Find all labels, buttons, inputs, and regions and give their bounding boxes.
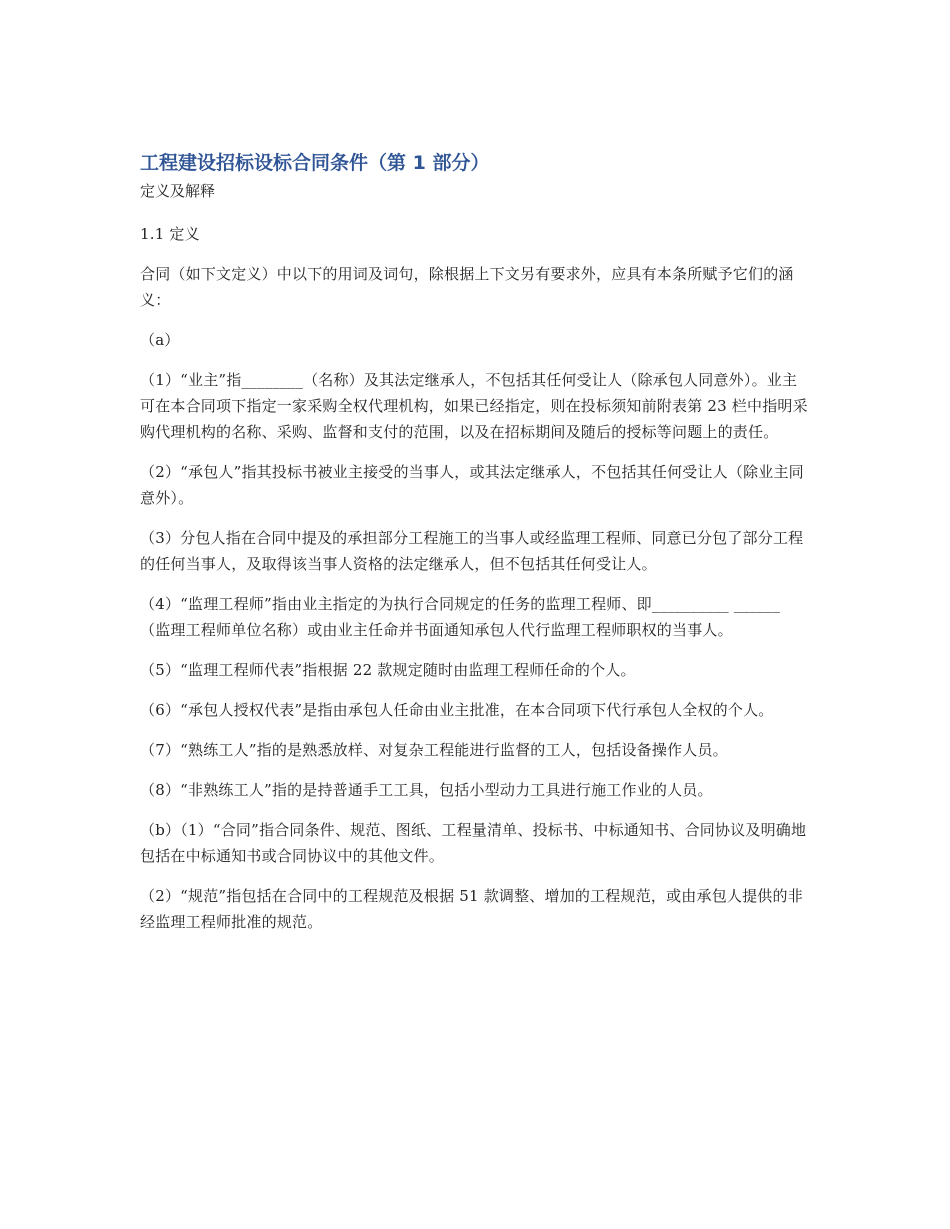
paragraph-contract: （b）（1）“合同”指合同条件、规范、图纸、工程量清单、投标书、中标通知书、合同协议及明确地包括在中标通知书或合同协议中的其他文件。: [140, 821, 807, 865]
paragraph-contractor-rep: （6）“承包人授权代表”是指由承包人任命由业主批准，在本合同项下代行承包人全权的个人。: [140, 701, 774, 719]
document-title: 工程建设招标设标合同条件（第 1 部分）: [140, 152, 490, 174]
document-subtitle: 定义及解释: [140, 182, 216, 200]
paragraph-subcontractor: （3）分包人指在合同中提及的承担部分工程施工的当事人或经监理工程师、同意已分包了部分工程的任何当事人，及取得该当事人资格的法定继承人，但不包括其任何受让人。: [140, 529, 804, 573]
paragraph-engineer-rep: （5）“监理工程师代表”指根据 22 款规定随时由监理工程师任命的个人。: [140, 661, 636, 679]
section-heading: 1.1 定义: [140, 225, 200, 243]
paragraph-intro: 合同（如下文定义）中以下的用词及词句，除根据上下文另有要求外，应具有本条所赋予它们的涵义：: [140, 265, 794, 309]
paragraph-specification: （2）“规范”指包括在合同中的工程规范及根据 51 款调整、增加的工程规范，或由承包人提供的非经监理工程师批准的规范。: [140, 887, 803, 931]
paragraph-a: （a）: [140, 331, 180, 349]
paragraph-owner: （1）“业主”指________（名称）及其法定继承人，不包括其任何受让人（除承包人同意外）。业主可在本合同项下指定一家采购全权代理机构，如果已经指定，则在投标须知前附表第 23 栏中指明采购代理机构的名称、采购、监督和支付的范围，以及在招标期间及随后的授标等问题上的责任。: [140, 371, 808, 441]
paragraph-skilled-worker: （7）“熟练工人”指的是熟悉放样、对复杂工程能进行监督的工人，包括设备操作人员。: [140, 741, 728, 759]
paragraph-contractor: （2）“承包人”指其投标书被业主接受的当事人，或其法定继承人，不包括其任何受让人（除业主同意外）。: [140, 463, 804, 507]
paragraph-unskilled-worker: （8）“非熟练工人”指的是持普通手工工具，包括小型动力工具进行施工作业的人员。: [140, 781, 713, 799]
document-page: [140, 150, 810, 949]
paragraph-engineer: （4）“监理工程师”指由业主指定的为执行合同规定的任务的监理工程师、即__________ ______（监理工程师单位名称）或由业主任命并书面通知承包人代行监理工程师职权的当事人。: [140, 595, 781, 639]
